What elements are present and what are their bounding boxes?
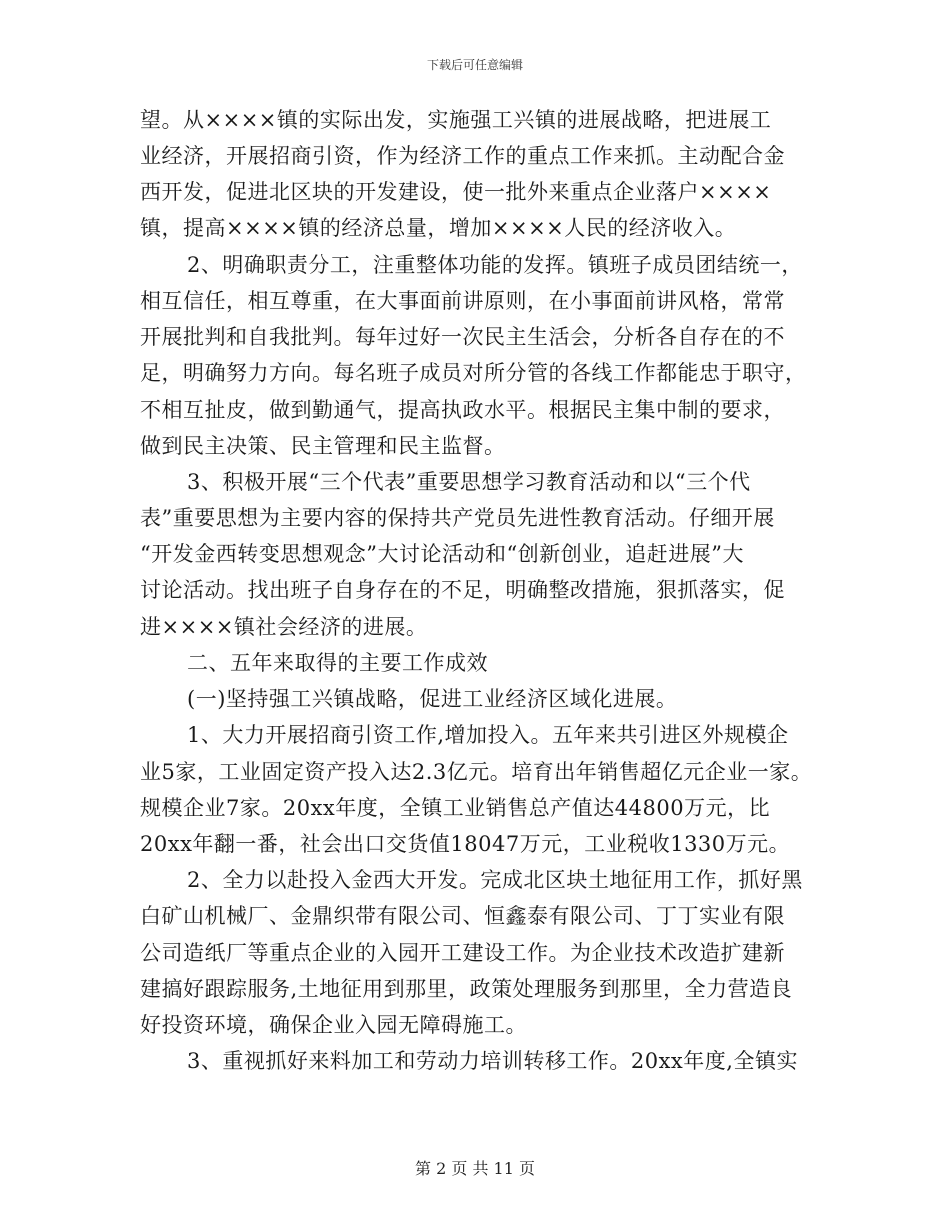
text-line: 好投资环境，确保企业入园无障碍施工。 bbox=[140, 1013, 527, 1037]
text-line: 建搞好跟踪服务,土地征用到那里，政策处理服务到那里，全力营造良 bbox=[140, 977, 793, 1001]
text-line: 镇，提高××××镇的经济总量，增加××××人民的经济收入。 bbox=[140, 216, 737, 240]
paragraph-start-line: 3、积极开展“三个代表”重要思想学习教育活动和以“三个代 bbox=[187, 470, 751, 494]
paragraph-start-line: 1、大力开展招商引资工作,增加投入。五年来共引进区外规模企 bbox=[187, 723, 789, 747]
text-line: 讨论活动。找出班子自身存在的不足，明确整改措施，狠抓落实，促 bbox=[140, 578, 785, 602]
text-line: 规模企业7家。20xx年度，全镇工业销售总产值达44800万元，比 bbox=[140, 796, 771, 820]
page-header: 下载后可任意编辑 bbox=[426, 58, 523, 72]
subsection-heading: (一)坚持强工兴镇战略，促进工业经济区域化进展。 bbox=[187, 687, 678, 711]
text-line: 做到民主决策、民主管理和民主监督。 bbox=[140, 434, 506, 458]
text-line: 进××××镇社会经济的进展。 bbox=[140, 615, 428, 639]
text-line: 西开发，促进北区块的开发建设，使一批外来重点企业落户×××× bbox=[140, 180, 772, 204]
text-line: “开发金西转变思想观念”大讨论活动和“创新创业，追赶进展”大 bbox=[140, 542, 744, 566]
text-line: 开展批判和自我批判。每年过好一次民主生活会，分析各自存在的不 bbox=[140, 325, 785, 349]
page-footer: 第 2 页 共 11 页 bbox=[415, 1159, 535, 1178]
text-line: 足，明确努力方向。每名班子成员对所分管的各线工作都能忠于职守， bbox=[140, 361, 807, 385]
text-line: 公司造纸厂等重点企业的入园开工建设工作。为企业技术改造扩建新 bbox=[140, 941, 785, 965]
paragraph-start-line: 3、重视抓好来料加工和劳动力培训转移工作。20xx年度,全镇实 bbox=[187, 1049, 798, 1073]
text-line: 业经济，开展招商引资，作为经济工作的重点工作来抓。主动配合金 bbox=[140, 144, 785, 168]
text-line: 表”重要思想为主要内容的保持共产党员先进性教育活动。仔细开展 bbox=[140, 506, 775, 530]
paragraph-start-line: 2、全力以赴投入金西大开发。完成北区块土地征用工作，抓好黑 bbox=[187, 868, 803, 892]
text-line: 业5家，工业固定资产投入达2.3亿元。培育出年销售超亿元企业一家。 bbox=[140, 760, 813, 784]
text-line: 不相互扯皮，做到勤通气，提高执政水平。根据民主集中制的要求， bbox=[140, 398, 785, 422]
paragraph-start-line: 2、明确职责分工，注重整体功能的发挥。镇班子成员团结统一， bbox=[187, 253, 803, 277]
section-heading: 二、五年来取得的主要工作成效 bbox=[187, 651, 488, 675]
text-line: 相互信任，相互尊重，在大事面前讲原则，在小事面前讲风格，常常 bbox=[140, 289, 785, 313]
text-line: 20xx年翻一番，社会出口交货值18047万元，工业税收1330万元。 bbox=[140, 832, 791, 856]
text-line: 望。从××××镇的实际出发，实施强工兴镇的进展战略，把进展工 bbox=[140, 108, 772, 132]
text-line: 白矿山机械厂、金鼎织带有限公司、恒鑫泰有限公司、丁丁实业有限 bbox=[140, 904, 785, 928]
